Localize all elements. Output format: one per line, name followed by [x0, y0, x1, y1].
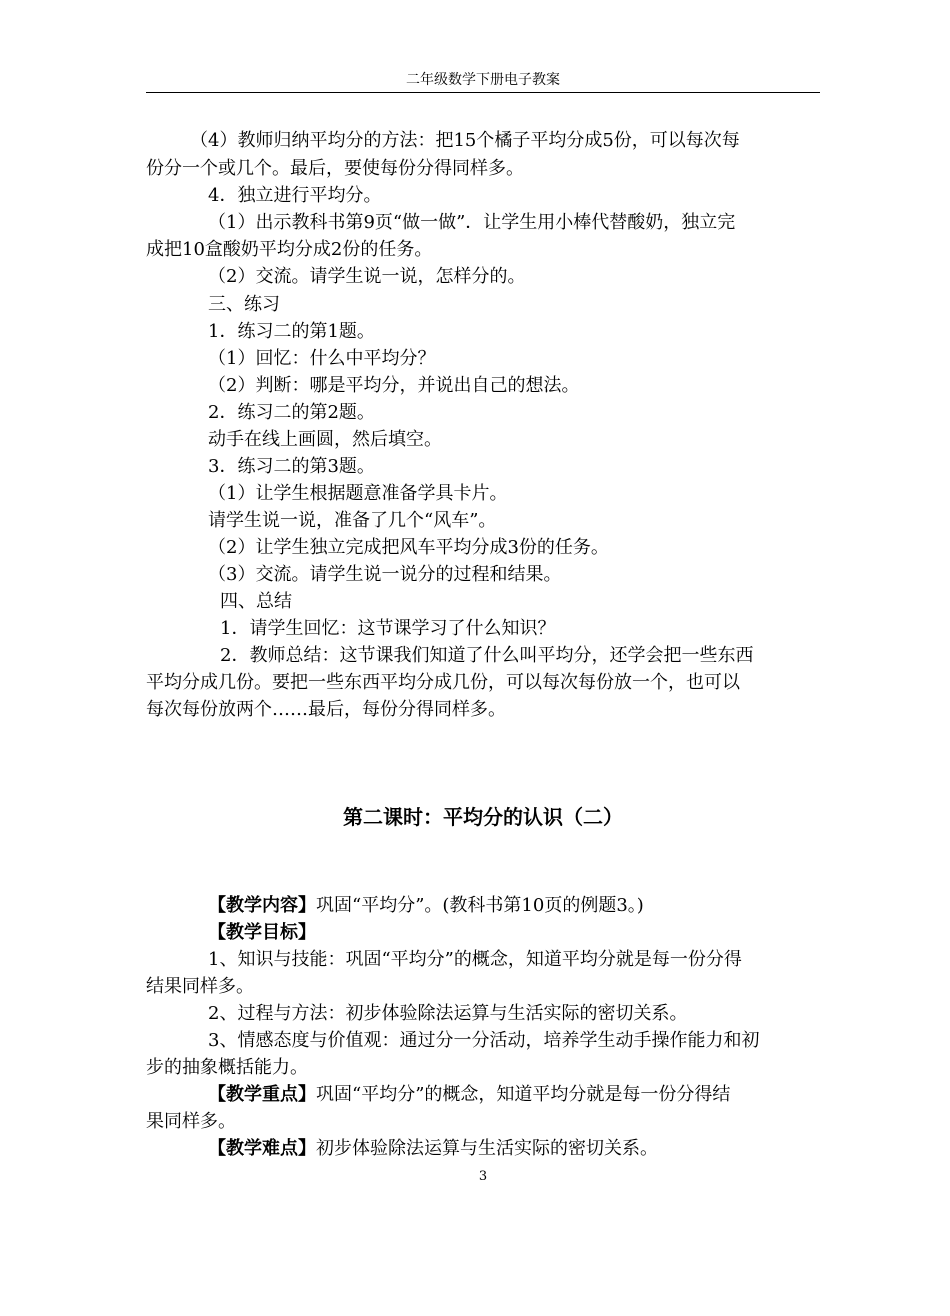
- text-line: 平均分成几份。要把一些东西平均分成几份，可以每次每份放一个，也可以: [146, 672, 740, 693]
- text-line: 动手在线上画圆，然后填空。: [208, 429, 442, 450]
- difficulty-line: [208, 1137, 658, 1161]
- page-number: 3: [478, 1169, 488, 1184]
- key-point-text: 巩固“平均分”的概念，知道平均分就是每一份分得结: [316, 1084, 731, 1105]
- goal-line: 3、情感态度与价值观：通过分一分活动，培养学生动手操作能力和初: [208, 1030, 760, 1051]
- text-line: （2）让学生独立完成把风车平均分成3份的任务。: [208, 537, 609, 558]
- text-line: （2）交流。请学生说一说，怎样分的。: [208, 266, 526, 287]
- text-line: （1）让学生根据题意准备学具卡片。: [208, 483, 508, 504]
- text-line: （1）回忆：什么中平均分？: [208, 348, 436, 369]
- text-line: 请学生说一说，准备了几个“风车”。: [208, 510, 497, 531]
- header-rule: [146, 92, 820, 93]
- text-line: 2．练习二的第2题。: [208, 402, 375, 423]
- key-point-continuation: 果同样多。: [146, 1111, 236, 1132]
- text-line: 2．教师总结：这节课我们知道了什么叫平均分，还学会把一些东西: [220, 645, 754, 666]
- goal-line: 2、过程与方法：初步体验除法运算与生活实际的密切关系。: [208, 1003, 688, 1024]
- key-point-line: [208, 1083, 730, 1107]
- text-line: 4．独立进行平均分。: [208, 185, 382, 206]
- text-line: （3）交流。请学生说一说分的过程和结果。: [208, 564, 562, 585]
- text-line: 份分一个或几个。最后，要使每份分得同样多。: [146, 158, 524, 179]
- page-header: 二年级数学下册电子教案: [406, 72, 560, 88]
- text-line: （2）判断：哪是平均分，并说出自己的想法。: [208, 375, 580, 396]
- text-line: 四、总结: [220, 591, 292, 612]
- text-line: 1．请学生回忆：这节课学习了什么知识？: [220, 618, 556, 639]
- text-line: 三、练习: [208, 294, 280, 315]
- goal-line: 结果同样多。: [146, 976, 254, 997]
- section-title: 第二课时：平均分的认识（二）: [343, 805, 623, 829]
- teaching-goals-label: 【教学目标】: [208, 922, 316, 943]
- key-point-label: 【教学重点】: [208, 1084, 316, 1105]
- goal-line: 1、知识与技能：巩固“平均分”的概念，知道平均分就是每一份分得: [208, 949, 742, 970]
- difficulty-text: 初步体验除法运算与生活实际的密切关系。: [316, 1138, 658, 1159]
- goal-line: 步的抽象概括能力。: [146, 1057, 308, 1078]
- text-line: 每次每份放两个……最后，每份分得同样多。: [146, 699, 506, 720]
- text-line: 3．练习二的第3题。: [208, 456, 375, 477]
- teaching-content-label: 【教学内容】: [208, 895, 316, 916]
- text-line: 1．练习二的第1题。: [208, 321, 375, 342]
- difficulty-label: 【教学难点】: [208, 1138, 316, 1159]
- teaching-content-text: 巩固“平均分”。(教科书第10页的例题3。): [316, 895, 644, 916]
- text-line: （1）出示教科书第9页“做一做”．让学生用小棒代替酸奶，独立完: [208, 212, 736, 233]
- text-line: （4）教师归纳平均分的方法：把15个橘子平均分成5份，可以每次每: [190, 130, 740, 151]
- text-line: 成把10盒酸奶平均分成2份的任务。: [146, 239, 433, 260]
- teaching-content-line: [208, 894, 644, 918]
